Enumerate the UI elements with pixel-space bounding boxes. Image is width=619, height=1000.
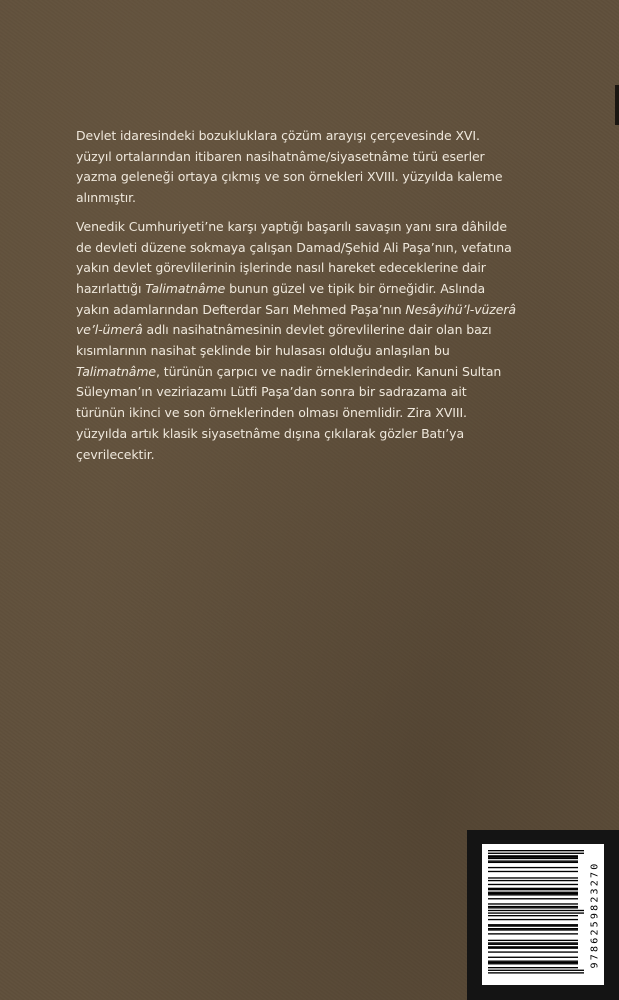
barcode-bar: [488, 906, 578, 907]
book-title-italic: Talimatnâme: [145, 280, 226, 296]
barcode-bar: [488, 942, 578, 943]
barcode-bar: [488, 898, 578, 899]
spine-edge-mark: [615, 85, 619, 125]
barcode-bar: [488, 924, 578, 925]
barcode-bar: [488, 962, 578, 963]
barcode-bar: [488, 919, 578, 920]
book-title-italic: Nesâyihü’l-vüzerâ ve’l-ümerâ: [76, 301, 516, 338]
barcode-bar: [488, 858, 578, 859]
barcode-bar: [488, 894, 578, 895]
barcode-bar: [488, 853, 584, 854]
blurb-text-run: Devlet idaresindeki bozukluklara çözüm arayışı çerçevesinde XVI. yüzyıl ortalarından itibaren nasihatnâme/siyasetnâme türü eserler yazma geleneği ortaya çıkmış ve son örnekleri XVIII. yüzyılda kaleme alınmıştır.: [76, 128, 503, 206]
barcode-bar: [488, 903, 578, 904]
barcode-bar: [488, 946, 578, 947]
book-title-italic: Talimatnâme: [76, 363, 157, 379]
barcode-bar: [488, 967, 578, 968]
blurb-text-run: bunun güzel ve tipik bir örneğidir. Aslında yakın adamlarından Defterdar Sarı Mehmed Paşa’nın: [76, 280, 486, 317]
barcode-bar: [488, 957, 578, 958]
barcode-bar: [488, 892, 578, 893]
barcode-bar: [488, 889, 578, 890]
barcode-bar: [488, 948, 578, 949]
barcode-bar: [488, 963, 578, 964]
barcode-bar: [488, 933, 578, 934]
isbn-text: 9786259823270: [589, 861, 601, 968]
back-cover-blurb: [76, 126, 516, 465]
barcode-bars: [482, 844, 604, 985]
barcode-bar: [488, 877, 578, 878]
barcode-bar: [488, 884, 578, 885]
barcode-bar: [488, 857, 578, 858]
barcode-bar: [488, 850, 584, 851]
barcode-bar: [488, 907, 578, 908]
barcode-bar: [488, 929, 578, 930]
barcode-bar: [488, 951, 578, 952]
barcode-bar: [488, 893, 578, 894]
barcode-bar: [488, 910, 584, 911]
barcode-bar: [488, 860, 578, 861]
barcode-bar: [488, 928, 578, 929]
isbn-barcode: [482, 844, 604, 985]
blurb-paragraph-2: [76, 217, 516, 465]
blurb-text-run: , türünün çarpıcı ve nadir örneklerindedir. Kanuni Sultan Süleyman’ın veziriazamı Lütfi Paşa’dan sonra bir sadrazama ait türünün ikinci ve son örneklerinden olması önemlidir. Zira XVIII. yüzyılda artık klasik siyasetnâme dışına çıkılarak gözler Batı’ya çevrilecektir.: [76, 363, 502, 462]
barcode-bar: [488, 925, 578, 926]
barcode-bar: [488, 888, 578, 889]
barcode-bar: [488, 867, 578, 868]
blurb-text-run: Venedik Cumhuriyeti’ne karşı yaptığı başarılı savaşın yanı sıra dâhilde de devleti düzene sokmaya çalışan Damad/Şehid Ali Paşa’nın, vefatına yakın devlet görevlilerinin işlerinde nasıl hareket edeceklerine dair hazırlattığı: [76, 218, 512, 296]
barcode-bar: [488, 855, 578, 856]
blurb-paragraph-1: [76, 126, 516, 209]
barcode-bar: [488, 940, 578, 941]
barcode-bar: [488, 972, 584, 973]
barcode-bar: [488, 862, 578, 863]
blurb-text-run: adlı nasihatnâmesinin devlet görevlilerine dair olan bazı kısımlarının nasihat şeklinde bir hulasası olduğu anlaşılan bu: [76, 322, 492, 359]
barcode-bar: [488, 970, 584, 971]
isbn-number: [588, 844, 602, 985]
barcode-bar: [488, 871, 578, 872]
barcode-bar: [488, 915, 578, 916]
barcode-bar: [488, 944, 578, 945]
barcode-bar: [488, 880, 578, 881]
barcode-panel: [467, 830, 619, 1000]
barcode-bar: [488, 961, 578, 962]
barcode-bar: [488, 912, 584, 913]
